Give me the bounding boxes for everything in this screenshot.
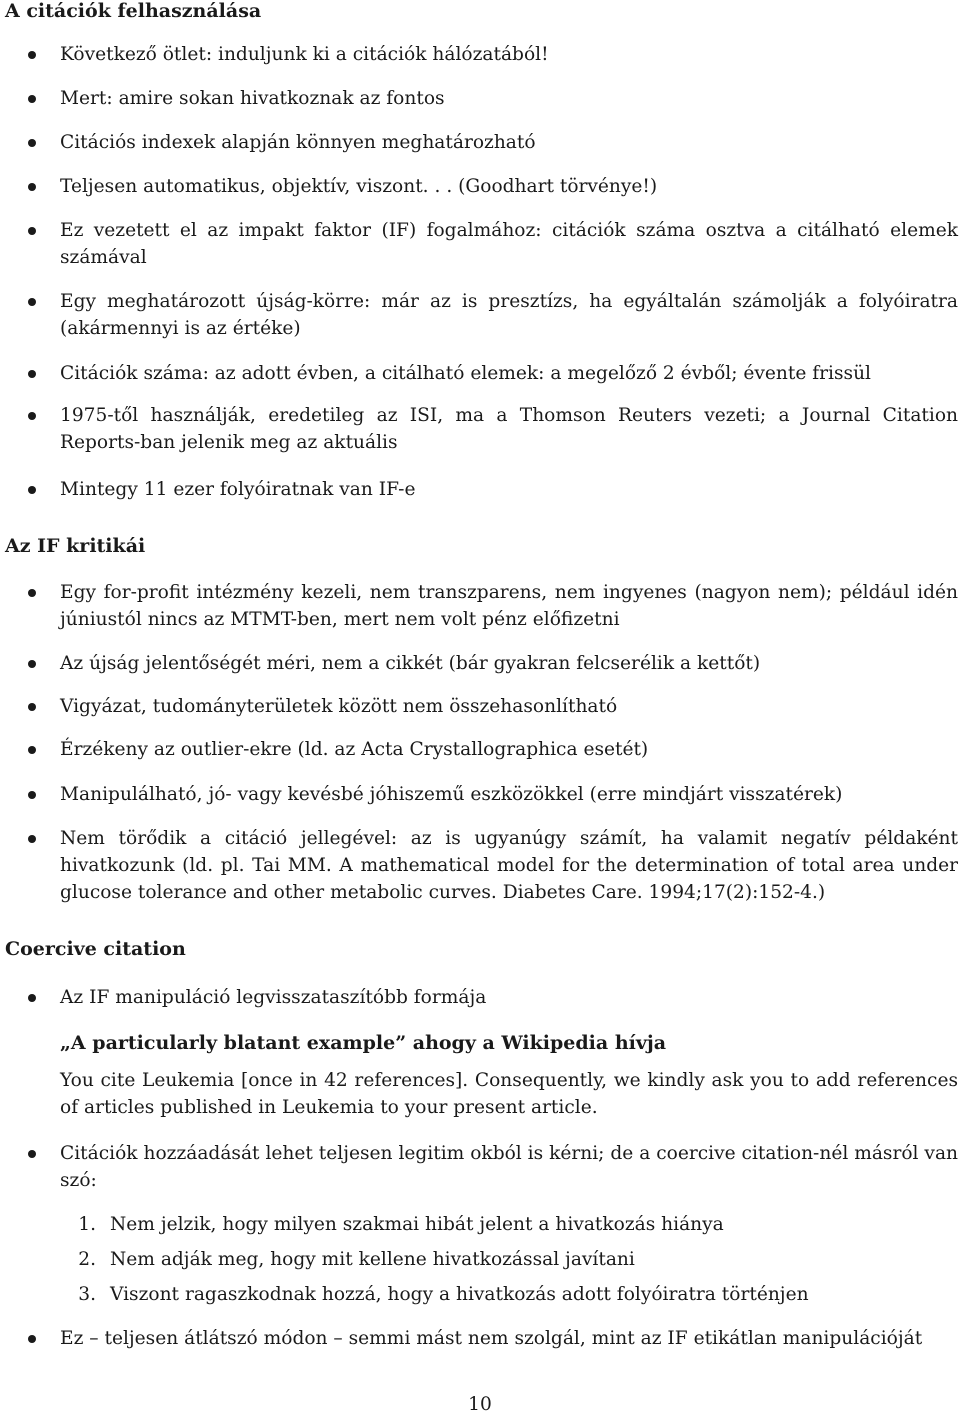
section-heading-if-criticism: Az IF kritikái bbox=[5, 535, 146, 557]
list-item: Az IF manipuláció legvisszataszítóbb formája bbox=[60, 987, 487, 1008]
bullet-icon bbox=[28, 791, 36, 799]
list-item: Az újság jelentőségét méri, nem a cikkét (bár gyakran felcserélik a kettőt) bbox=[60, 653, 761, 674]
numbered-marker: 2. bbox=[78, 1249, 96, 1270]
bullet-icon bbox=[28, 1150, 36, 1158]
quote-body: You cite Leukemia [once in 42 references]. Consequently, we kindly ask you to add references of articles published in Leukemia to your present article. bbox=[60, 1070, 958, 1118]
bullet-icon bbox=[28, 746, 36, 754]
bullet-icon bbox=[28, 51, 36, 59]
list-item: Ez – teljesen átlátszó módon – semmi mást nem szolgál, mint az IF etikátlan manipulációját bbox=[60, 1328, 923, 1349]
bullet-icon bbox=[28, 703, 36, 711]
bullet-icon bbox=[28, 1335, 36, 1343]
list-item: Manipulálható, jó- vagy kevésbé jóhiszemű eszközökkel (erre mindjárt visszatérek) bbox=[60, 784, 843, 805]
list-item: Citációs indexek alapján könnyen meghatározható bbox=[60, 132, 536, 153]
bullet-icon bbox=[28, 183, 36, 191]
list-item: Citációk hozzáadását lehet teljesen legitim okból is kérni; de a coercive citation-nél másról van szó: bbox=[60, 1143, 958, 1191]
list-item: 1975-től használják, eredetileg az ISI, ma a Thomson Reuters vezeti; a Journal Citation Reports-ban jelenik meg az aktuális bbox=[60, 405, 958, 453]
bullet-icon bbox=[28, 370, 36, 378]
list-item: Ez vezetett el az impakt faktor (IF) fogalmához: citációk száma osztva a citálható elemek számával bbox=[60, 220, 958, 268]
list-item: Mintegy 11 ezer folyóiratnak van IF-e bbox=[60, 479, 416, 500]
bullet-icon bbox=[28, 95, 36, 103]
list-item: Egy for-profit intézmény kezeli, nem transzparens, nem ingyenes (nagyon nem); például idén júniustól nincs az MTMT-ben, mert nem volt pénz előfizetni bbox=[60, 582, 958, 630]
list-item: Nem törődik a citáció jellegével: az is ugyanúgy számít, ha valamit negatív példaként hivatkozunk (ld. pl. Tai MM. A mathematical model for the determination of total area under glucose tolerance and other metabolic curves. Diabetes Care. 1994;17(2):152-4.) bbox=[60, 828, 958, 903]
numbered-marker: 1. bbox=[78, 1214, 96, 1235]
bullet-icon bbox=[28, 589, 36, 597]
list-item: Teljesen automatikus, objektív, viszont. . . (Goodhart törvénye!) bbox=[60, 176, 658, 197]
section-heading-coercive-citation: Coercive citation bbox=[5, 938, 186, 960]
bullet-icon bbox=[28, 660, 36, 668]
list-item: Érzékeny az outlier-ekre (ld. az Acta Crystallographica esetét) bbox=[60, 739, 649, 760]
bullet-icon bbox=[28, 298, 36, 306]
bullet-icon bbox=[28, 486, 36, 494]
numbered-item: Nem jelzik, hogy milyen szakmai hibát jelent a hivatkozás hiánya bbox=[110, 1214, 724, 1235]
bullet-icon bbox=[28, 412, 36, 420]
bullet-icon bbox=[28, 835, 36, 843]
numbered-item: Nem adják meg, hogy mit kellene hivatkozással javítani bbox=[110, 1249, 635, 1270]
numbered-marker: 3. bbox=[78, 1284, 96, 1305]
page-number: 10 bbox=[468, 1394, 492, 1415]
bullet-icon bbox=[28, 227, 36, 235]
bullet-icon bbox=[28, 139, 36, 147]
list-item: Egy meghatározott újság-körre: már az is presztízs, ha egyáltalán számolják a folyóiratra (akármennyi is az értéke) bbox=[60, 291, 958, 339]
list-item: Citációk száma: az adott évben, a citálható elemek: a megelőző 2 évből; évente frissül bbox=[60, 363, 871, 384]
quote-title: „A particularly blatant example” ahogy a Wikipedia hívja bbox=[60, 1032, 667, 1054]
list-item: Mert: amire sokan hivatkoznak az fontos bbox=[60, 88, 445, 109]
list-item: Vigyázat, tudományterületek között nem összehasonlítható bbox=[60, 696, 618, 717]
numbered-item: Viszont ragaszkodnak hozzá, hogy a hivatkozás adott folyóiratra történjen bbox=[110, 1284, 809, 1305]
bullet-icon bbox=[28, 994, 36, 1002]
list-item: Következő ötlet: induljunk ki a citációk hálózatából! bbox=[60, 44, 549, 65]
section-heading-citation-use: A citációk felhasználása bbox=[5, 0, 262, 22]
